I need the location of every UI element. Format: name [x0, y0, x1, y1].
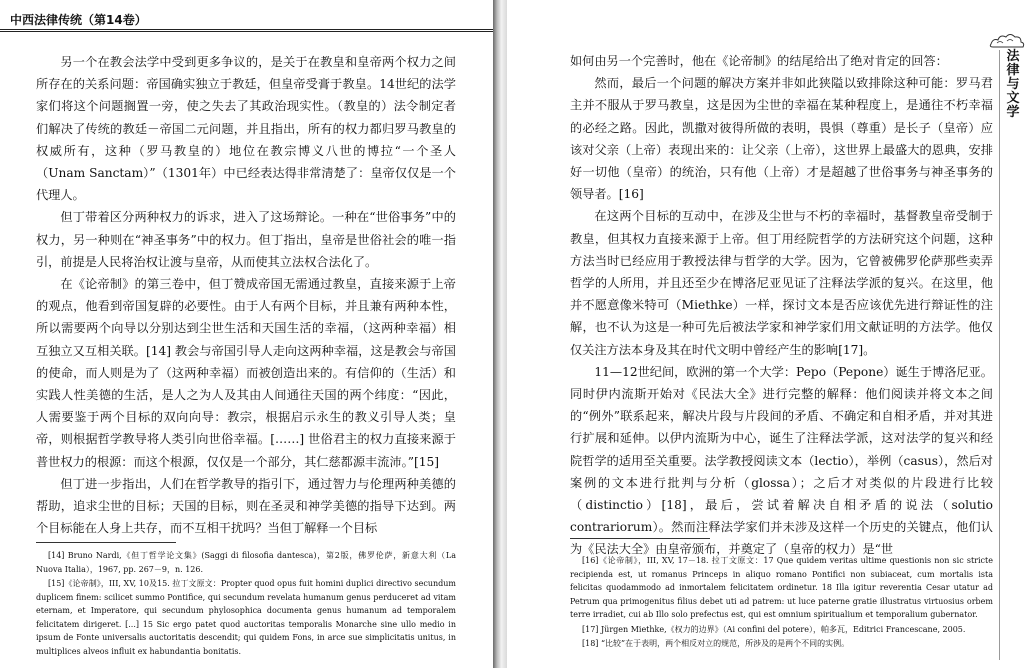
header-rule — [0, 29, 493, 30]
cloud-ornament-icon — [987, 30, 1027, 50]
paragraph: 在《论帝制》的第三卷中，但丁赞成帝国无需通过教皇，直接来源于上帝的观点，他看到帝国复辟的必要性。由于人有两个目标，并且兼有两种本性，所以需要两个向导以分别达到尘世生活和天国生活的幸福，（这两种幸福）相互独立又互相关联。[14] 教会与帝国引导人走向这两种幸福，这是教会与帝国的使命，而人则是为了（这两种幸福）而被创造出来的。有信仰的（生活）和实践人性美德的生活，是人之为人及其由人间通往天国的两个纬度：“因此，人需要鉴于两个目标的双向向导：教宗，根据启示永生的教义引导人类；皇帝，则根据哲学教导将人类引向世俗幸福。[……] 世俗君主的权力直接来源于普世权力的根源：而这个根源，仅仅是一个部分，其仁慈都源丰流沛。”[15] — [36, 277, 456, 469]
right-page — [507, 0, 1029, 668]
paragraph: 另一个在教会法学中受到更多争议的，是关于在教皇和皇帝两个权力之间所存在的关系问题：帝国确实独立于教廷，但皇帝受膏于教皇。14世纪的法学家们将这个问题搁置一旁，使之失去了其政治现实性。（教皇的）法令制定者们解决了传统的教廷－帝国二元问题，并且指出，所有的权力都归罗马教皇的权威所有，这种（罗马教皇的）地位在教宗博义八世的博拉“一个圣人（Unam Sanctam）”（1301年）中已经表达得非常清楚了：皇帝仅仅是一个代理人。 — [36, 55, 456, 203]
book-gutter — [493, 0, 507, 668]
header-rule-double — [0, 31, 493, 32]
footnote-rule — [570, 538, 710, 539]
left-body-text — [36, 51, 456, 539]
running-header-title: 中西法律传统（第14卷） — [10, 13, 147, 27]
paragraph: 11—12世纪间，欧洲的第一个大学：Pepo（Pepone）诞生于博洛尼亚。同时伊内流斯开始对《民法大全》进行完整的解释：他们阅读并将文本之间的“例外”联系起来，解决片段与片段间的矛盾、不确定和自相矛盾，并对其进行扩展和延伸。以伊内流斯为中心，诞生了注释法学派，这对法学的复兴和经院哲学的适用至关重要。法学教授阅读文本（lectio），举例（casus），然后对案例的文本进行批判与分析（glossa）；之后才对类似的片段进行比较（distinctio）[18]，最后，尝试着解决自相矛盾的说法（solutio contrariorum）。然而注释法学家们并未涉及这样一个历史的关键点，他们认为《民法大全》由皇帝颁布，并奠定了（皇帝的权力）是“世 — [570, 364, 993, 557]
paragraph: 在这两个目标的互动中，在涉及尘世与不朽的幸福时，基督教皇帝受制于教皇，但其权力直接来源于上帝。但丁用经院哲学的方法研究这个问题，这种方法当时已经应用于教授法律与哲学的大学。因为，它曾被佛罗伦萨那些卖弄哲学的人所用，并且还至少在博洛尼亚见证了注释法学派的复兴。在这里，他并不愿意像米特可（Miethke）一样，探讨文本是否应该优先进行辩证性的注解，也不认为这是一种可先后被法学家和神学家们用文献证明的方法学。他仅仅关注方法本身及其在时代文明中曾经产生的影响[17]。 — [570, 209, 993, 357]
footnote: [16]《论帝制》，III, XV, 17－18. 拉丁文原文：17 Que quidem veritas ultime questionis non sic stricte recipienda est, ut romanus Princeps in aliquo romano Pontifici non subiaceat, cum mortalis ista felicitas quodammodo ad inmortalem felicitatem ordinetur. 18 Illa igitur reverentia Cesar utatur ad Petrum qua primogenitus filius debet uti ad patrem: ut luce paterne gratie illustratus virtuosius orbem terre irradiet, cui ab Illo solo prefectus est, qui est omnium spiritualium et temporalium gubernator. — [570, 556, 993, 619]
section-side-label: 法律与文学 — [1006, 49, 1020, 120]
footnote-rule — [36, 542, 176, 543]
left-page — [0, 0, 493, 668]
footnote: [15]《论帝制》，III, XV, 10及15. 拉丁文原文：Propter quod opus fuit homini duplici directivo secundum duplicem finem: scilicet summo Pontifice, qui secundum revelata humanum genus perduceret ad vitam eternam, et Imperatore, qui secundum phylosophica documenta genus humanum ad temporalem felicitatem dirigeret. [...] 15 Sic ergo patet quod auctoritas temporalis Monarche sine ullo medio in ipsum de Fonte universalis auctoritatis descendit; qui quidem Fons, in arce sue simplicitatis unitus, in multiplices alveos influit ex habundantia bonitatis. — [36, 579, 456, 656]
paragraph: 但丁进一步指出，人们在哲学教导的指引下，通过智力与伦理两种美德的帮助，追求尘世的目标；天国的目标，则在圣灵和神学美德的指导下达到。两个目标能在人身上共存，而不互相干扰吗？当但丁解释一个目标 — [36, 476, 456, 536]
paragraph: 然而，最后一个问题的解决方案并非如此狭隘以致排除这种可能：罗马君主并不服从于罗马教皇，这是因为尘世的幸福在某种程度上，是通往不朽幸福的必经之路。因此，凯撒对彼得所做的表明，畏惧（尊重）是长子（皇帝）应该对父亲（上帝）表现出来的：让父亲（上帝），这世界上最盛大的恩典，安排好一切他（皇帝）的统治，只有他（上帝）才是超越了世俗事务与神圣事务的领导者。[16] — [570, 76, 993, 202]
paragraph: 如何由另一个完善时，他在《论帝制》的结尾给出了绝对肯定的回答： — [570, 54, 948, 68]
footnote: [14] Bruno Nardi,《但丁哲学论文集》(Saggi di filosofia dantesca)，第2版，佛罗伦萨，新意大利（La Nuova Italia），1967, pp. 267－9，n. 126. — [36, 551, 456, 574]
footnote: [17] Jürgen Miethke,《权力的边界》（Ai confini del potere），帕多瓦，Editrici Francescane, 2005. — [582, 624, 966, 634]
side-rule — [999, 50, 1000, 660]
footnote: [18] “比较”在于表明，两个相反对立的规范，所涉及的是两个不同的实例。 — [582, 639, 850, 648]
paragraph: 但丁带着区分两种权力的诉求，进入了这场辩论。一种在“世俗事务”中的权力，另一种则在“神圣事务”中的权力。但丁指出，皇帝是世俗社会的唯一指引，前提是人民将治权让渡与皇帝，从而使其立法权合法化了。 — [36, 210, 456, 269]
left-footnotes — [36, 549, 456, 659]
right-body-text — [570, 50, 993, 561]
right-footnotes — [570, 554, 993, 652]
